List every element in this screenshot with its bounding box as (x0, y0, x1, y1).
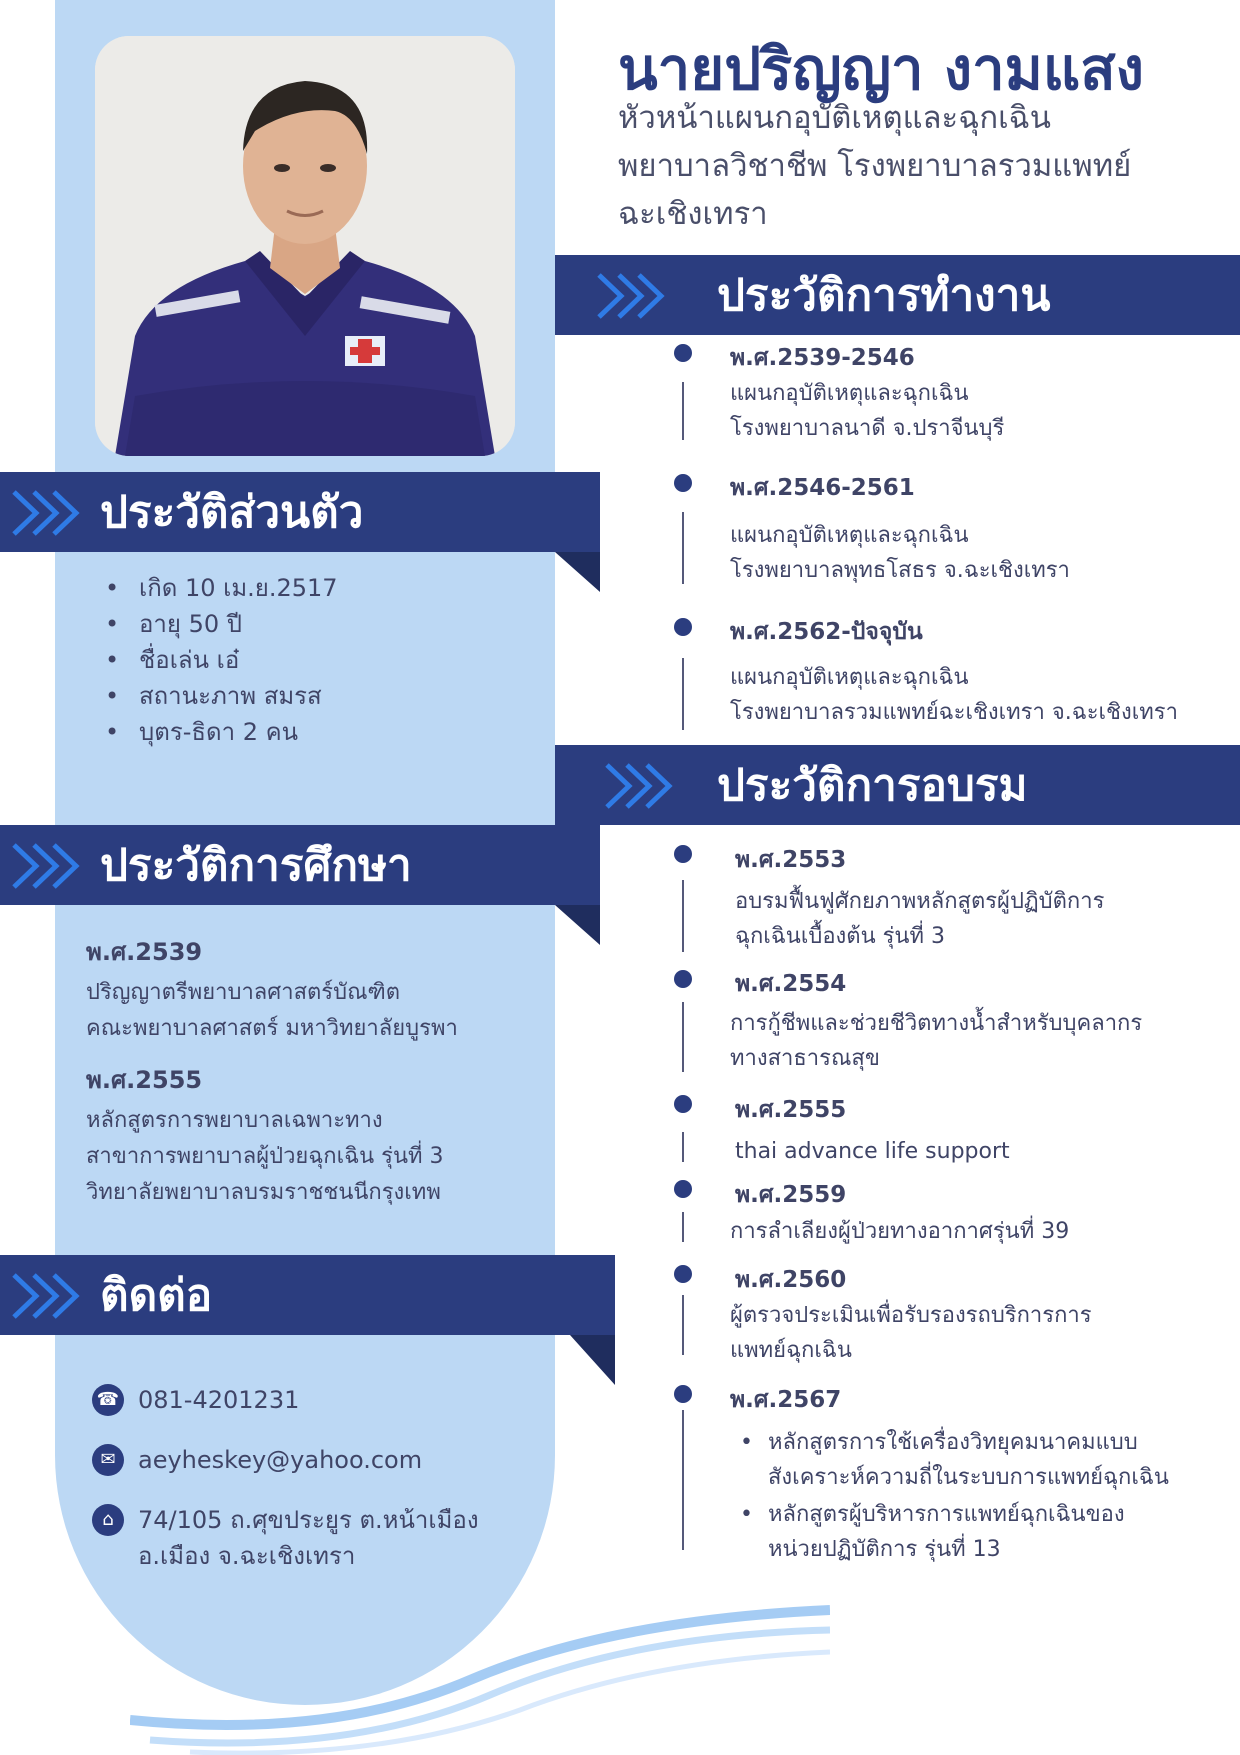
chevron-right-icon (12, 1273, 92, 1319)
training-year-5: พ.ศ.2560 (735, 1267, 847, 1293)
training-bullet-continuation: สังเคราะห์ความถี่ในระบบการแพทย์ฉุกเฉิน (768, 1465, 1169, 1490)
position-line-3: ฉะเชิงเทรา (618, 196, 768, 232)
training-bullet: • หลักสูตรการใช้เครื่องวิทยุคมนาคมแบบ (740, 1430, 1138, 1455)
training-bullet: • หลักสูตรผู้บริหารการแพทย์ฉุกเฉินของ (740, 1502, 1125, 1527)
training-bullet-text: หลักสูตรการใช้เครื่องวิทยุคมนาคมแบบ (768, 1430, 1138, 1455)
education-line: คณะพยาบาลศาสตร์ มหาวิทยาลัยบูรพา (86, 1016, 458, 1041)
email-address[interactable]: aeyheskey@yahoo.com (138, 1446, 423, 1474)
education-entry-1 (86, 932, 546, 1047)
contact-email[interactable] (92, 1442, 422, 1478)
work-line: โรงพยาบาลพุทธโสธร จ.ฉะเชิงเทรา (730, 558, 1070, 583)
education-title: ประวัติการศึกษา (100, 840, 412, 891)
timeline-connector (682, 512, 684, 584)
timeline-dot (674, 1180, 692, 1198)
personal-item-marital: • สถานะภาพ สมรส (105, 678, 338, 714)
banner-fold (570, 1335, 615, 1385)
education-line: สาขาการพยาบาลผู้ป่วยฉุกเฉิน รุ่นที่ 3 (86, 1144, 444, 1169)
person-name: นายปริญญา งามแสง (618, 35, 1144, 103)
timeline-connector (682, 1295, 684, 1355)
work-line: โรงพยาบาลรวมแพทย์ฉะเชิงเทรา จ.ฉะเชิงเทรา (730, 700, 1178, 725)
phone-number[interactable]: 081-4201231 (138, 1386, 300, 1414)
training-history-banner (555, 745, 1240, 825)
profile-photo-illustration (95, 36, 515, 456)
personal-banner (0, 472, 600, 552)
work-line: แผนกอุบัติเหตุและฉุกเฉิน (730, 381, 969, 406)
training-year-6: พ.ศ.2567 (730, 1387, 842, 1413)
training-line: ผู้ตรวจประเมินเพื่อรับรองรถบริการการ (730, 1303, 1092, 1328)
address-line-1: 74/105 ถ.ศุขประยูร ต.หน้าเมือง (138, 1506, 479, 1534)
chevron-right-icon (597, 273, 677, 319)
home-icon: ⌂ (92, 1504, 124, 1536)
timeline-dot (674, 970, 692, 988)
timeline-dot (674, 1385, 692, 1403)
contact-phone[interactable] (92, 1382, 299, 1418)
banner-fold (555, 905, 600, 945)
personal-title: ประวัติส่วนตัว (100, 487, 364, 538)
timeline-dot (674, 618, 692, 636)
profile-photo (95, 36, 515, 456)
work-line: แผนกอุบัติเหตุและฉุกเฉิน (730, 665, 969, 690)
banner-fold (555, 552, 600, 592)
timeline-dot (674, 1095, 692, 1113)
chevron-right-icon (12, 490, 92, 536)
work-history-title: ประวัติการทำงาน (717, 270, 1051, 321)
training-bullet-text: หลักสูตรผู้บริหารการแพทย์ฉุกเฉินของ (768, 1502, 1125, 1527)
mail-icon: ✉ (92, 1444, 124, 1476)
training-year-3: พ.ศ.2555 (735, 1097, 847, 1123)
personal-info-list (105, 570, 338, 750)
timeline-dot (674, 845, 692, 863)
training-line: แพทย์ฉุกเฉิน (730, 1338, 852, 1363)
personal-item-children: • บุตร-ธิดา 2 คน (105, 714, 338, 750)
training-line: thai advance life support (735, 1139, 1010, 1164)
education-line: ปริญญาตรีพยาบาลศาสตร์บัณฑิต (86, 980, 401, 1005)
work-year-2: พ.ศ.2546-2561 (730, 475, 915, 501)
personal-item-birth: • เกิด 10 เม.ย.2517 (105, 570, 338, 606)
personal-item-age: • อายุ 50 ปี (105, 606, 338, 642)
education-line: หลักสูตรการพยาบาลเฉพาะทาง (86, 1108, 383, 1133)
education-entry-2 (86, 1060, 546, 1211)
training-line: อบรมฟื้นฟูศักยภาพหลักสูตรผู้ปฏิบัติการ (735, 889, 1105, 914)
chevron-right-icon (12, 843, 92, 889)
work-line: โรงพยาบาลนาดี จ.ปราจีนบุรี (730, 416, 1005, 441)
contact-title: ติดต่อ (100, 1270, 213, 1321)
timeline-dot (674, 1265, 692, 1283)
training-line: ทางสาธารณสุข (730, 1046, 880, 1071)
address-line-2: อ.เมือง จ.ฉะเชิงเทรา (138, 1542, 356, 1570)
timeline-connector (682, 382, 684, 440)
position-line-1: หัวหน้าแผนกอุบัติเหตุและฉุกเฉิน (618, 100, 1051, 136)
timeline-dot (674, 344, 692, 362)
training-year-1: พ.ศ.2553 (735, 847, 847, 873)
training-bullet-continuation: หน่วยปฏิบัติการ รุ่นที่ 13 (768, 1537, 1001, 1562)
training-line: ฉุกเฉินเบื้องต้น รุ่นที่ 3 (735, 924, 945, 949)
work-line: แผนกอุบัติเหตุและฉุกเฉิน (730, 523, 969, 548)
timeline-dot (674, 474, 692, 492)
timeline-connector (682, 1410, 684, 1550)
decorative-wave (130, 1580, 830, 1755)
position-line-2: พยาบาลวิชาชีพ โรงพยาบาลรวมแพทย์ (618, 148, 1132, 184)
timeline-connector (682, 1212, 684, 1242)
education-year: พ.ศ.2539 (86, 938, 203, 966)
personal-item-nickname: • ชื่อเล่น เอ๋ (105, 642, 338, 678)
work-history-banner (555, 255, 1240, 335)
work-year-1: พ.ศ.2539-2546 (730, 345, 915, 371)
training-line: การกู้ชีพและช่วยชีวิตทางน้ำสำหรับบุคลากร (730, 1011, 1143, 1036)
education-line: วิทยาลัยพยาบาลบรมราชชนนีกรุงเทพ (86, 1180, 441, 1205)
contact-banner (0, 1255, 615, 1335)
work-year-3: พ.ศ.2562-ปัจจุบัน (730, 619, 923, 645)
training-year-2: พ.ศ.2554 (735, 971, 847, 997)
timeline-connector (682, 1002, 684, 1072)
training-year-4: พ.ศ.2559 (735, 1182, 847, 1208)
contact-address (92, 1502, 479, 1574)
timeline-connector (682, 880, 684, 952)
address-block (138, 1502, 479, 1574)
timeline-connector (682, 658, 684, 730)
training-line: การลำเลียงผู้ป่วยทางอากาศรุ่นที่ 39 (730, 1219, 1070, 1244)
education-year: พ.ศ.2555 (86, 1066, 203, 1094)
education-banner (0, 825, 600, 905)
phone-icon: ☎ (92, 1384, 124, 1416)
timeline-connector (682, 1132, 684, 1162)
chevron-right-icon (605, 763, 685, 809)
training-history-title: ประวัติการอบรม (717, 760, 1028, 811)
